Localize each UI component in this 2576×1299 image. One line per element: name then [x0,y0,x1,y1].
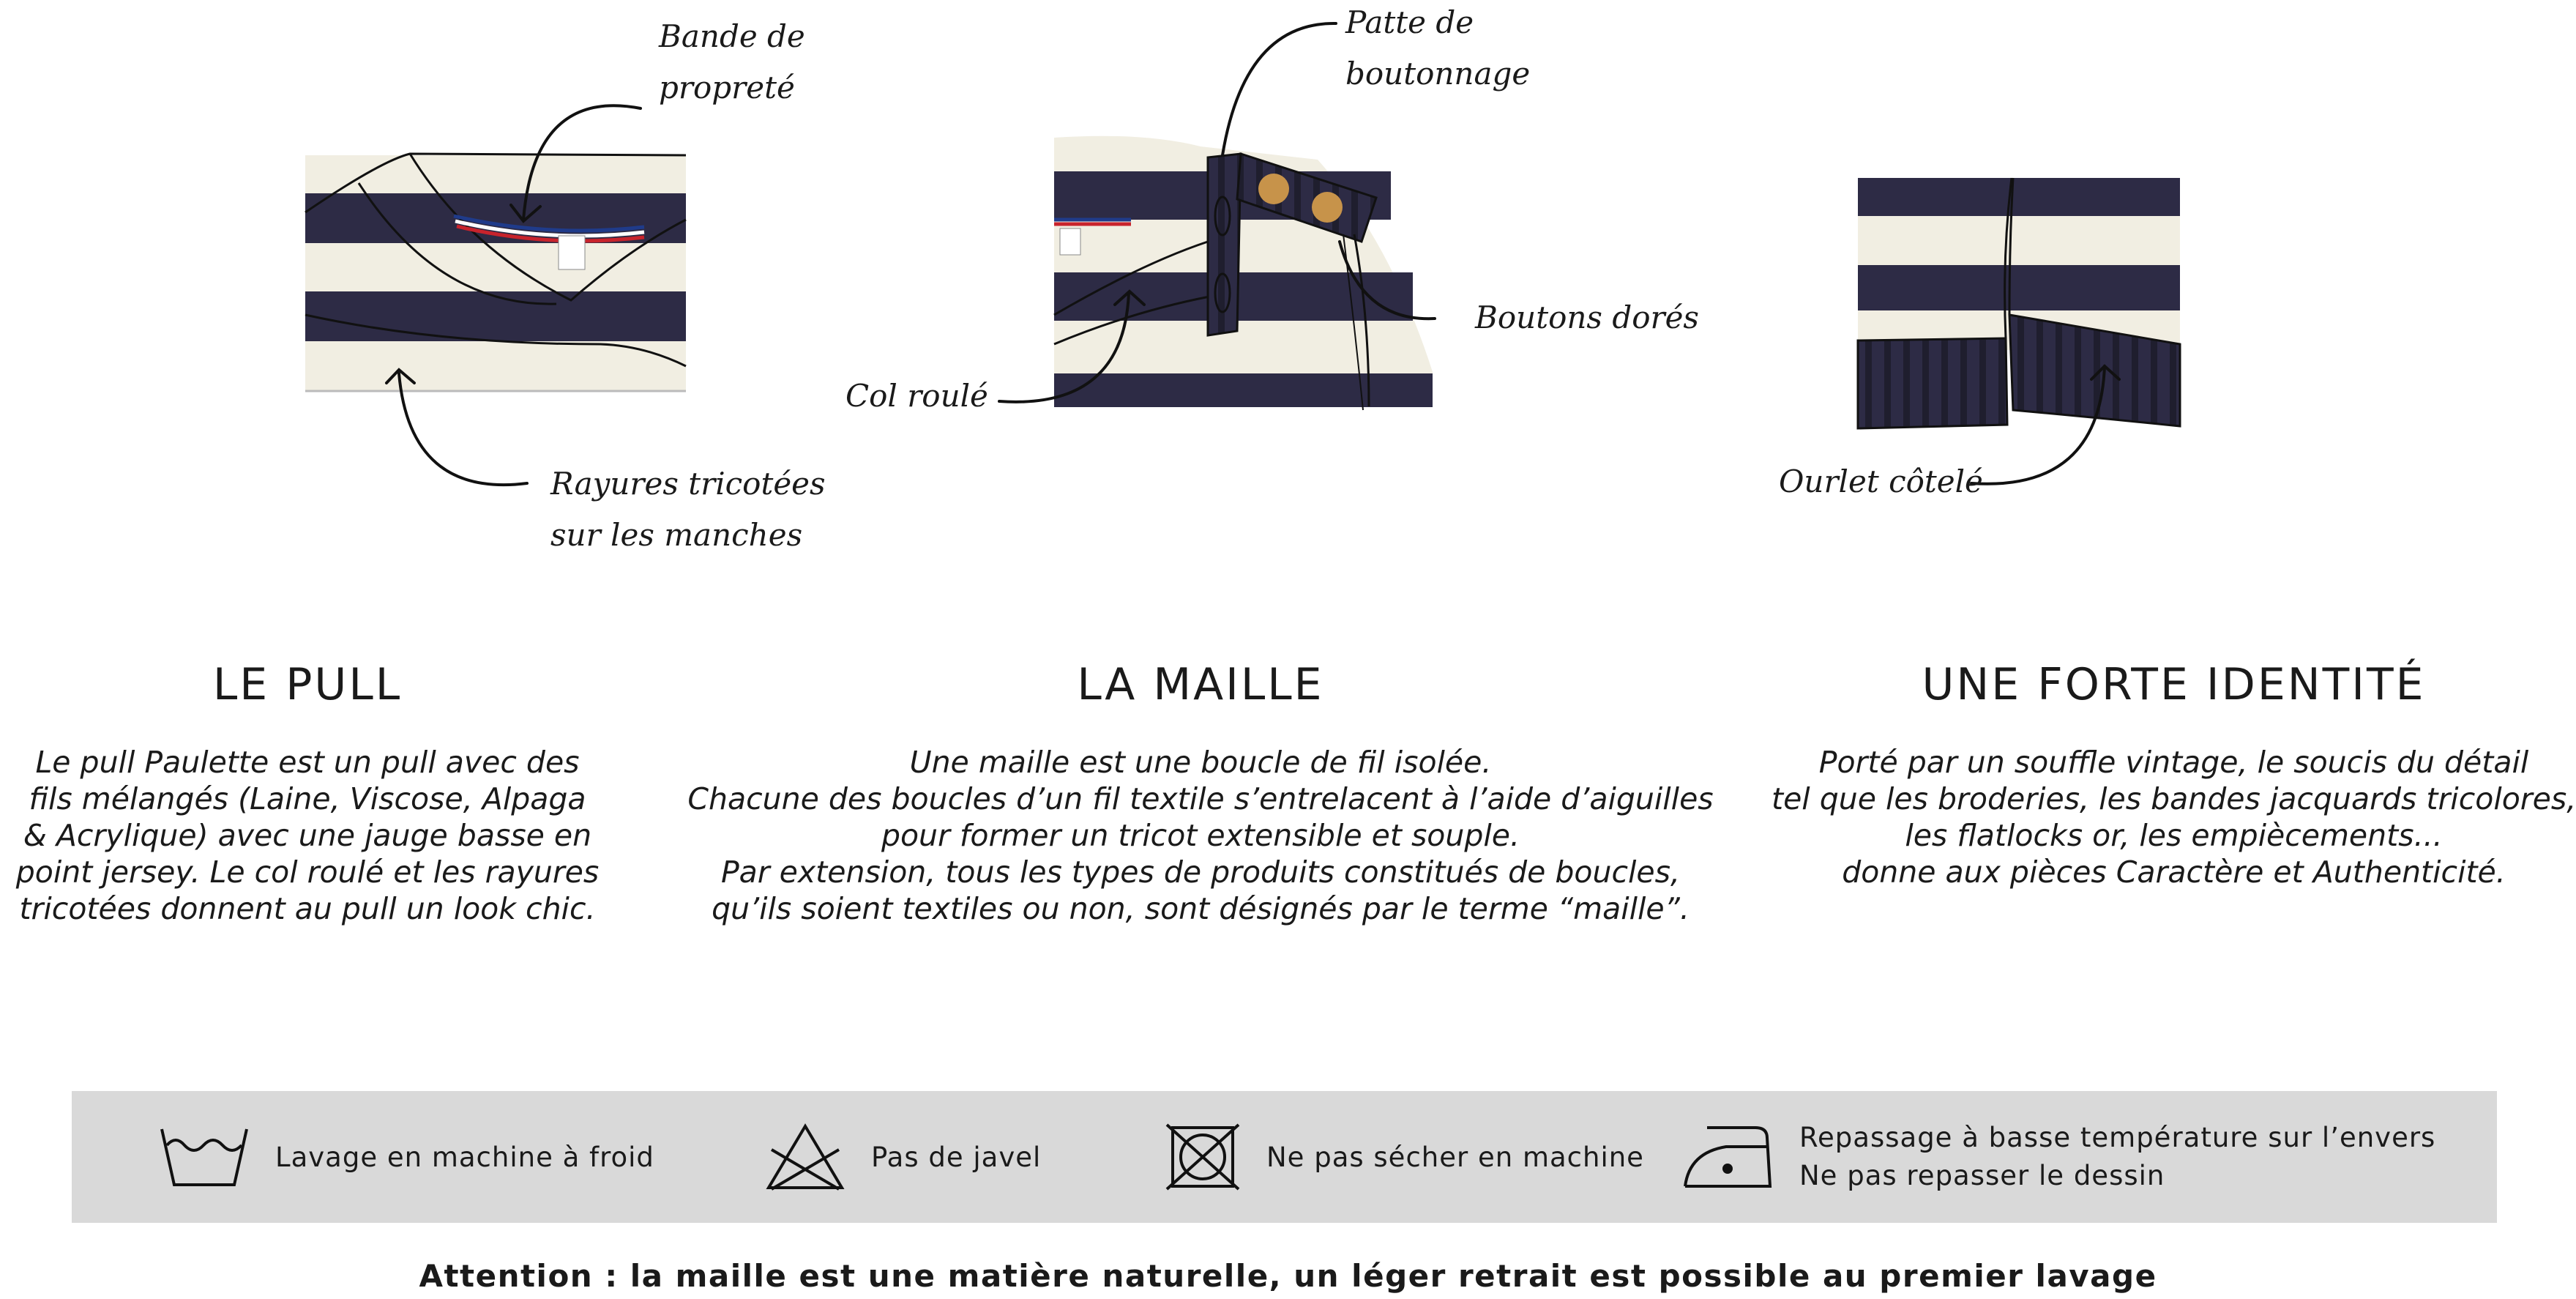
label-patte-line1: Patte de [1345,4,1474,40]
product-detail-illustrations [0,0,2576,630]
body-line: les flatlocks or, les empiècements... [1905,818,2443,853]
body-line: Chacune des boucles d’un fil textile s’entrelacent à l’aide d’aiguilles [687,781,1714,816]
placket-illustration [1054,136,1433,410]
attention-notice: Attention : la maille est une matière naturelle, un léger retrait est possible au premier lavage [419,1258,2157,1294]
body-line: qu’ils soient textiles ou non, sont désignés par le terme “maille”. [712,891,1690,926]
body-line: point jersey. Le col roulé et les rayures [15,855,600,890]
body-line: Le pull Paulette est un pull avec des [35,745,580,780]
label-rayures-line1: Rayures tricotées [550,466,826,502]
care-iron-line2: Ne pas repasser le dessin [1799,1160,2165,1191]
body-line: donne aux pièces Caractère et Authenticité. [1842,855,2506,890]
body-line: tricotées donnent au pull un look chic. [19,891,596,926]
no-bleach-icon [766,1123,845,1191]
body-line: Par extension, tous les types de produits constitués de boucles, [720,855,1681,890]
label-boutons: Boutons dorés [1475,299,1699,335]
care-dry-label: Ne pas sécher en machine [1266,1141,1644,1173]
section-title: UNE FORTE IDENTITÉ [1922,659,2426,710]
body-line: Porté par un souffle vintage, le soucis du détail [1818,745,2529,780]
care-iron [1682,1091,2435,1223]
body-line: fils mélangés (Laine, Viscose, Alpaga [29,781,586,816]
label-rayures-line2: sur les manches [550,517,803,553]
care-bleach [766,1091,1041,1223]
no-tumble-dry-icon [1165,1123,1240,1191]
body-line: pour former un tricot extensible et souple. [881,818,1520,853]
care-dry [1165,1091,1644,1223]
section-title: LA MAILLE [1077,659,1324,710]
collar-illustration [305,154,686,391]
label-bande-line2: propreté [659,70,795,105]
washtub-cold-icon [160,1126,249,1188]
care-iron-line1: Repassage à basse température sur l’envers [1799,1122,2436,1153]
care-bleach-label: Pas de javel [871,1141,1042,1173]
body-line: tel que les broderies, les bandes jacquards tricolores, [1772,781,2576,816]
cuff-illustration [1858,178,2180,428]
body-line: Une maille est une boucle de fil isolée. [909,745,1492,780]
care-wash [160,1091,654,1223]
section-le-pull [0,659,615,927]
iron-low-icon [1682,1123,1773,1191]
label-col: Col roulé [845,378,988,414]
body-line: & Acrylique) avec une jauge basse en [23,818,592,853]
label-patte-line2: boutonnage [1345,56,1531,92]
section-body [1772,744,2576,890]
care-instructions-band [72,1091,2497,1223]
care-wash-label: Lavage en machine à froid [275,1141,654,1173]
section-body [0,744,615,927]
section-title: LE PULL [212,659,403,710]
section-body [673,744,1728,927]
care-iron-label [1799,1119,2435,1195]
section-la-maille [673,659,1728,927]
label-bande-line1: Bande de [659,18,805,54]
label-ourlet: Ourlet côtelé [1779,464,1983,499]
section-identite [1772,659,2576,890]
